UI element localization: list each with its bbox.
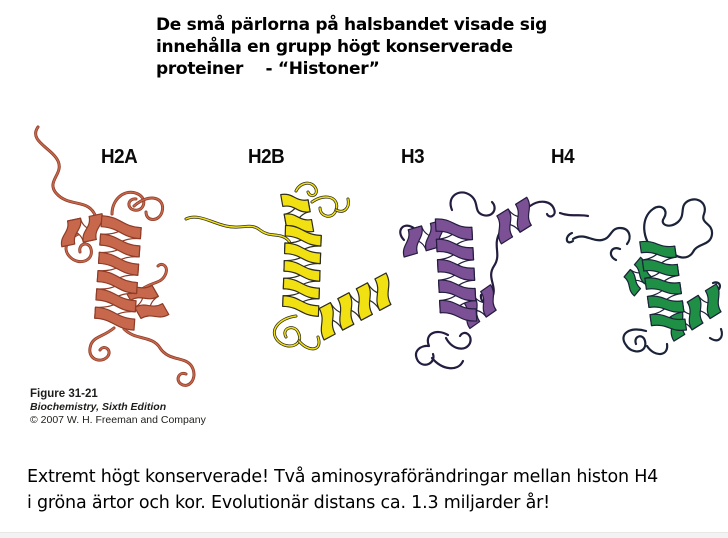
slide-body-text: [27, 464, 658, 516]
body-line-2: i gröna ärtor och kor. Evolutionär distans ca. 1.3 miljarder år!: [27, 493, 550, 513]
h4-structure: [567, 199, 728, 354]
slide-bottom-edge: [0, 532, 728, 538]
h2b-structure: [186, 183, 400, 349]
title-line-1: De små pärlorna på halsbandet visade sig: [156, 15, 547, 35]
body-line-1: Extremt högt konserverade! Två aminosyraförändringar mellan histon H4: [27, 467, 659, 487]
copyright-line: © 2007 W. H. Freeman and Company: [30, 414, 206, 426]
book-title: Biochemistry, Sixth Edition: [30, 401, 167, 413]
title-line-3: proteiner - “Histoner”: [156, 59, 380, 79]
figure-caption: [30, 388, 206, 427]
protein-label-h3: H3: [401, 146, 425, 168]
protein-label-h2b: H2B: [248, 146, 285, 168]
h3-structure: [397, 192, 588, 368]
title-line-2: innehålla en grupp högt konserverade: [156, 37, 513, 57]
protein-label-h2a: H2A: [101, 146, 138, 168]
protein-label-h4: H4: [551, 146, 575, 168]
figure-number: Figure 31-21: [30, 388, 98, 400]
